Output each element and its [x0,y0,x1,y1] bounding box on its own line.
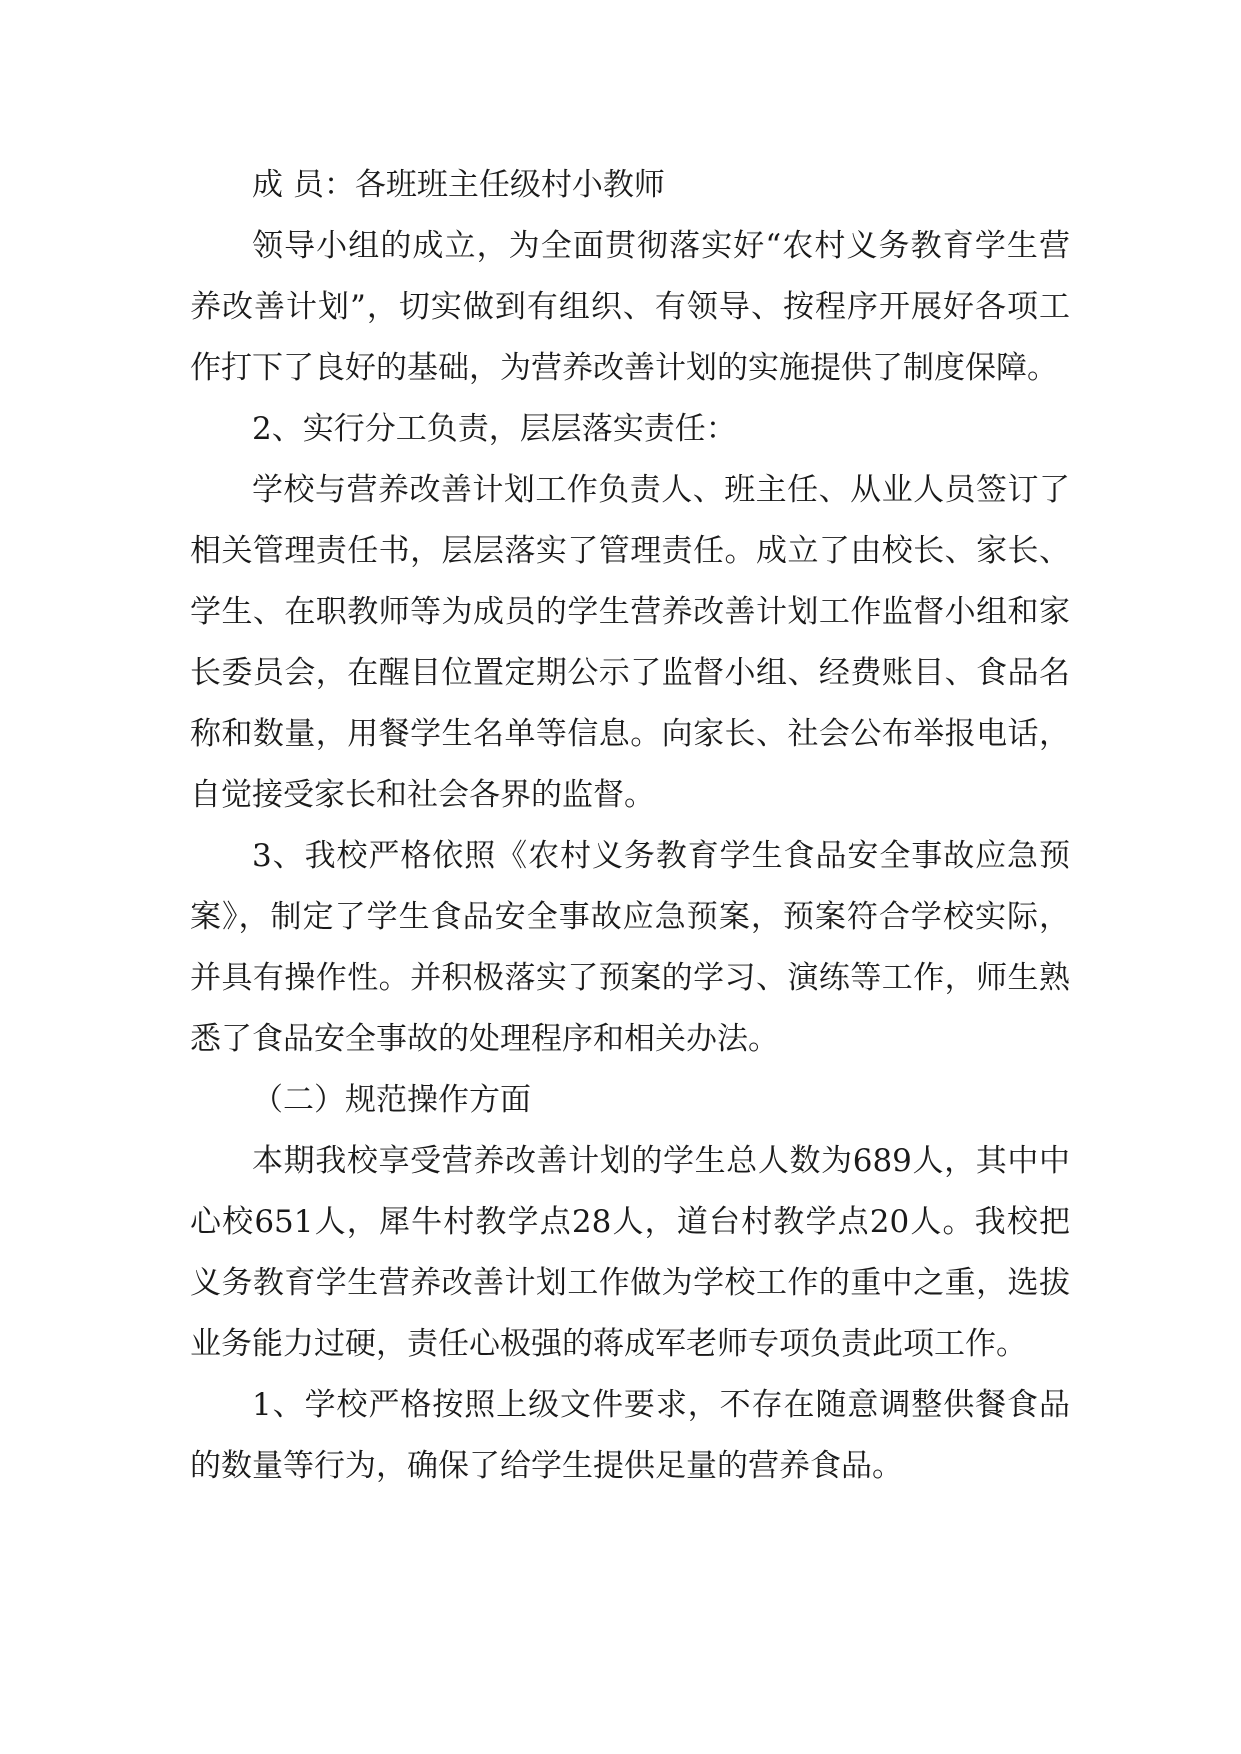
paragraph-student-count: 本期我校享受营养改善计划的学生总人数为689人，其中中心校651人，犀牛村教学点28人，道台村教学点20人。我校把义务教育学生营养改善计划工作做为学校工作的重中之重，选拔业务能力过硬，责任心极强的蒋成军老师专项负责此项工作。 [190,1143,1070,1362]
paragraph-responsibility: 学校与营养改善计划工作负责人、班主任、从业人员签订了相关管理责任书，层层落实了管理责任。成立了由校长、家长、学生、在职教师等为成员的学生营养改善计划工作监督小组和家长委员会，在醒目位置定期公示了监督小组、经费账目、食品名称和数量，用餐学生名单等信息。向家长、社会公布举报电话，自觉接受家长和社会各界的监督。 [190,472,1070,813]
paragraph-members: 成 员：各班班主任级村小教师 [252,167,665,203]
paragraph-emergency-plan: 3、我校严格依照《农村义务教育学生食品安全事故应急预案》，制定了学生食品安全事故应急预案，预案符合学校实际，并具有操作性。并积极落实了预案的学习、演练等工作，师生熟悉了食品安全事故的处理程序和相关办法。 [190,838,1070,1057]
paragraph-food-supply: 1、学校严格按照上级文件要求，不存在随意调整供餐食品的数量等行为，确保了给学生提供足量的营养食品。 [190,1387,1070,1484]
section-heading-standard-operation: （二）规范操作方面 [252,1082,531,1118]
paragraph-leadership-group: 领导小组的成立，为全面贯彻落实好“农村义务教育学生营养改善计划”，切实做到有组织、有领导、按程序开展好各项工作打下了良好的基础，为营养改善计划的实施提供了制度保障。 [190,228,1070,386]
paragraph-division-of-labor: 2、实行分工负责，层层落实责任： [252,411,737,447]
document-body [190,155,1070,1497]
